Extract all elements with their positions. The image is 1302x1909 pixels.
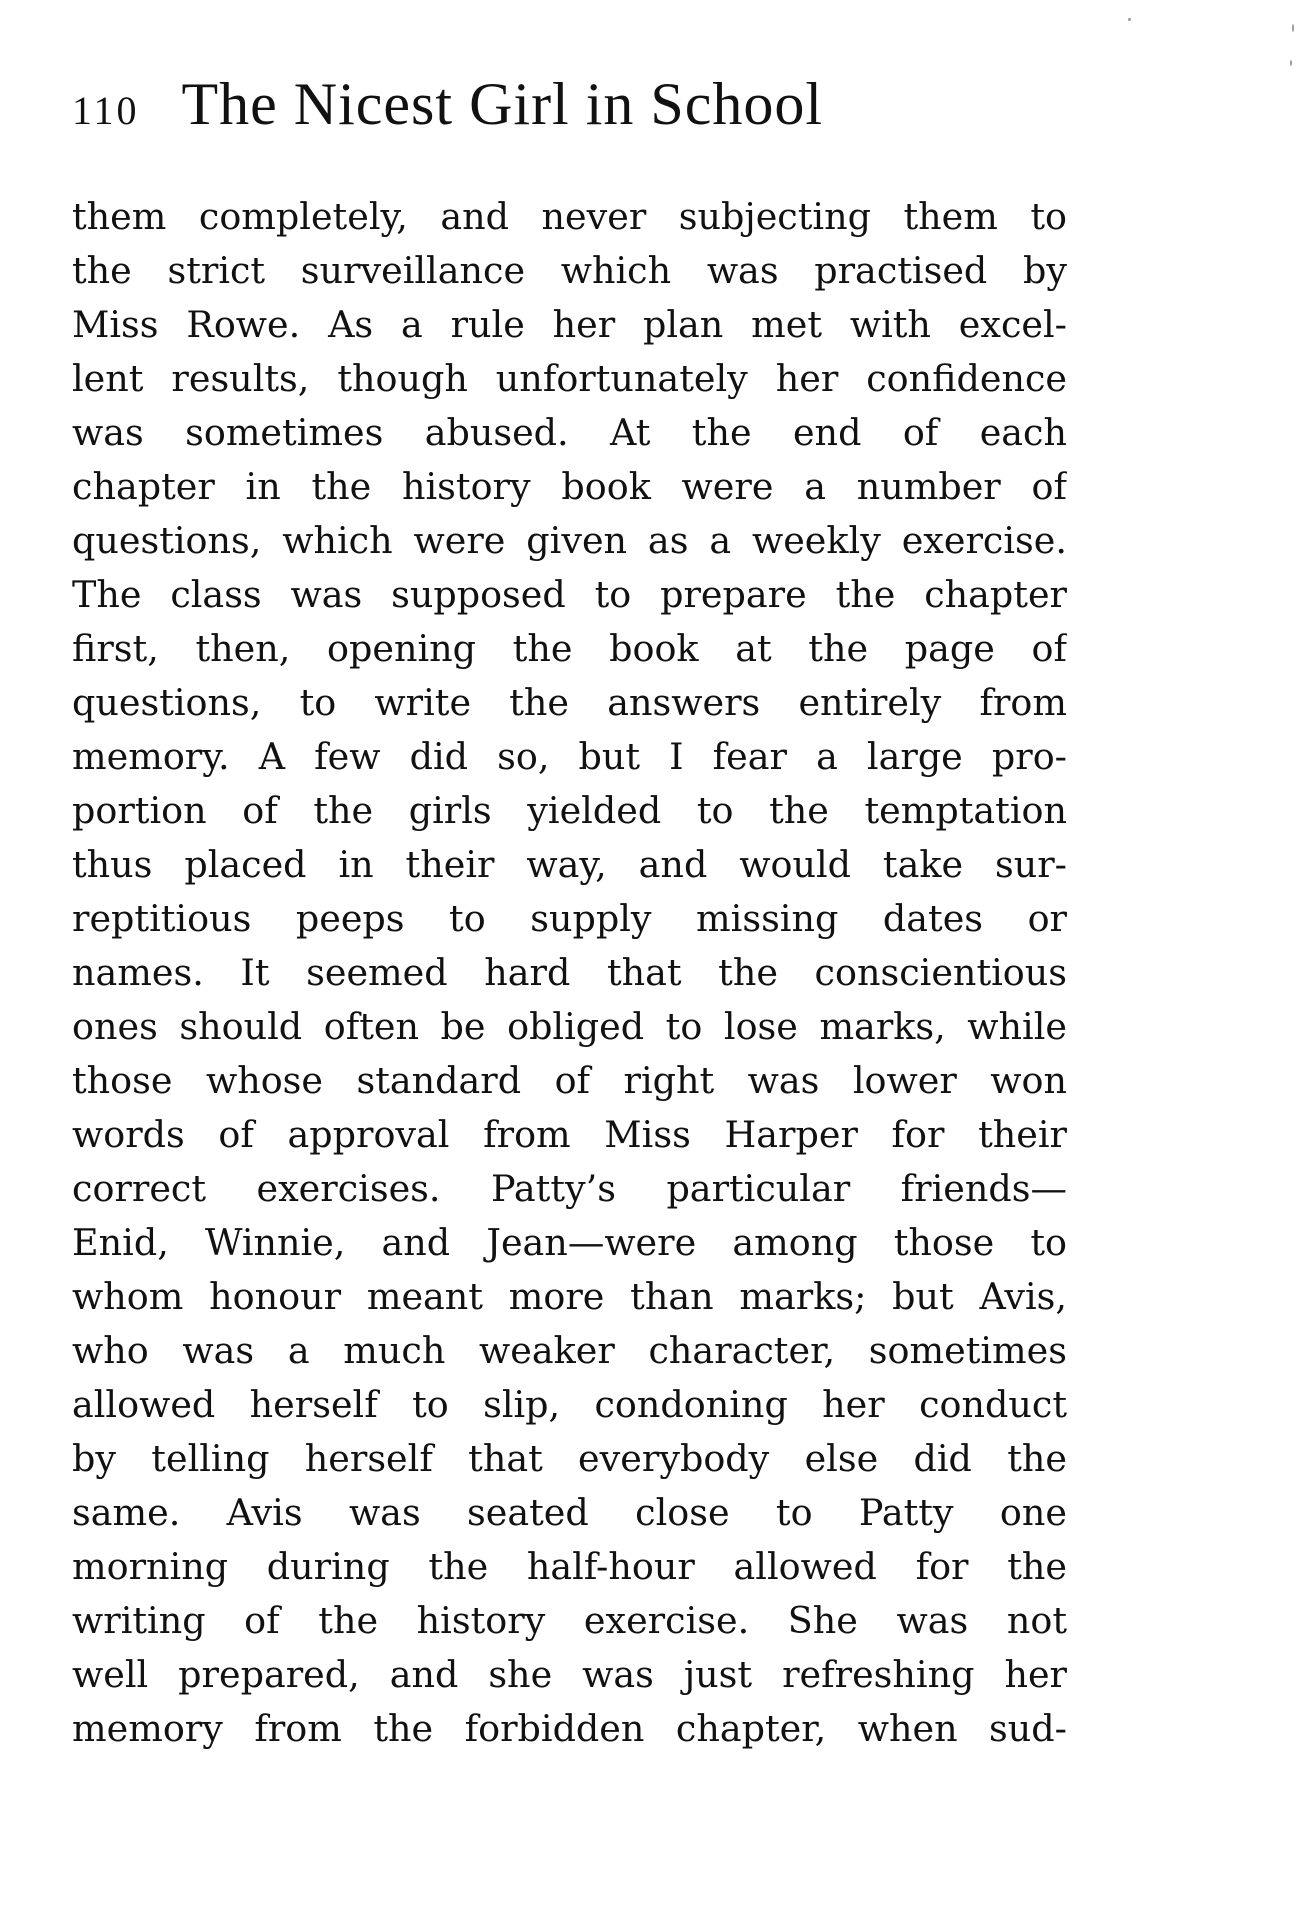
- text-line: lent results, though unfortunately her confidence: [72, 357, 1067, 400]
- text-line: by telling herself that everybody else did the: [72, 1437, 1067, 1480]
- text-line: allowed herself to slip, condoning her conduct: [72, 1383, 1067, 1426]
- text-line: first, then, opening the book at the page of: [72, 627, 1067, 670]
- paper-speck: [1290, 60, 1292, 66]
- book-title: The Nicest Girl in School: [181, 71, 824, 137]
- text-line: well prepared, and she was just refreshing her: [72, 1653, 1067, 1696]
- text-line: the strict surveillance which was practised by: [72, 249, 1067, 292]
- text-line: Miss Rowe. As a rule her plan met with excel-: [72, 303, 1067, 346]
- text-line: memory. A few did so, but I fear a large pro-: [72, 735, 1067, 778]
- text-line: those whose standard of right was lower won: [72, 1059, 1067, 1102]
- text-line: thus placed in their way, and would take sur-: [72, 843, 1067, 886]
- text-line: questions, to write the answers entirely from: [72, 681, 1067, 724]
- text-line: who was a much weaker character, sometimes: [72, 1329, 1067, 1372]
- page-number: 110: [72, 88, 140, 133]
- text-line: Enid, Winnie, and Jean—were among those to: [72, 1221, 1067, 1264]
- text-line: writing of the history exercise. She was not: [72, 1599, 1067, 1642]
- text-line: portion of the girls yielded to the temptation: [72, 789, 1067, 832]
- body-text: [72, 190, 1067, 1756]
- text-line: them completely, and never subjecting them to: [72, 195, 1067, 238]
- paper-speck: [1292, 24, 1294, 32]
- text-line: The class was supposed to prepare the chapter: [72, 573, 1067, 616]
- running-head: [72, 70, 1072, 150]
- text-line: words of approval from Miss Harper for their: [72, 1113, 1067, 1156]
- text-line: reptitious peeps to supply missing dates or: [72, 897, 1067, 940]
- text-line: names. It seemed hard that the conscientious: [72, 951, 1067, 994]
- text-line: questions, which were given as a weekly exercise.: [72, 519, 1067, 562]
- text-line: ones should often be obliged to lose marks, while: [72, 1005, 1067, 1048]
- text-line: correct exercises. Patty’s particular friends—: [72, 1167, 1067, 1210]
- text-line: same. Avis was seated close to Patty one: [72, 1491, 1067, 1534]
- text-line: whom honour meant more than marks; but Avis,: [72, 1275, 1067, 1318]
- text-line: was sometimes abused. At the end of each: [72, 411, 1067, 454]
- text-line: morning during the half-hour allowed for the: [72, 1545, 1067, 1588]
- text-line: chapter in the history book were a number of: [72, 465, 1067, 508]
- text-line: memory from the forbidden chapter, when sud-: [72, 1707, 1067, 1750]
- paper-speck: [1128, 18, 1131, 21]
